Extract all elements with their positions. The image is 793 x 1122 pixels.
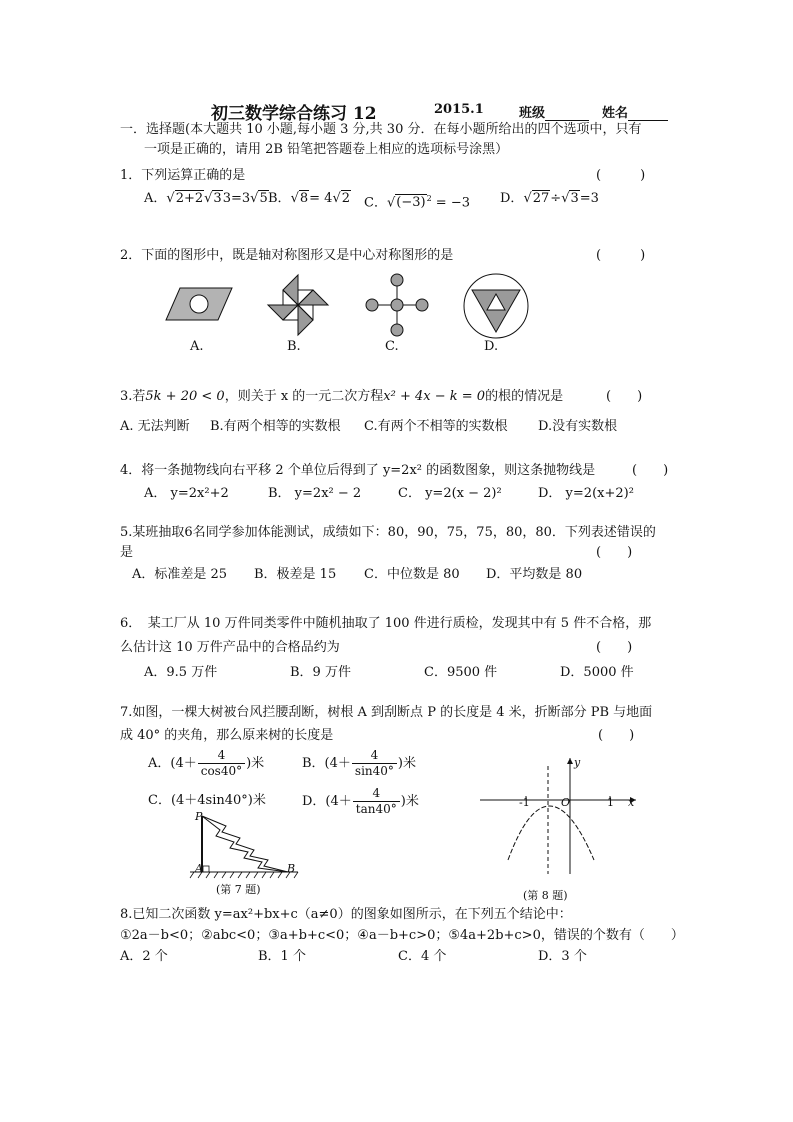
q8-axis-x: x [628,796,635,809]
q8-option-a[interactable]: A．2 个 [120,949,168,964]
name-label-text: 姓名 [602,106,629,121]
q4-option-a[interactable]: A． y=2x²+2 [144,486,229,501]
q4-paren: ( ) [632,463,669,478]
q7-option-d[interactable] [302,786,419,817]
q7-a-num: 4 [198,748,245,764]
q2-label-c[interactable]: C. [385,339,399,354]
class-label [519,102,589,121]
q7-d-num: 4 [353,786,400,802]
q7-option-c[interactable]: C．(4＋4sin40°)米 [148,793,266,808]
q4-stem: 4．将一条抛物线向右平移 2 个单位后得到了 y=2x² 的函数图象，则这条抛物线是 [120,463,596,478]
q2-figure-c [364,272,430,338]
q8-figure-caption: (第 8 题) [523,889,568,902]
q7-option-a[interactable] [148,748,264,779]
q3-stem-mid: ，则关于 x 的一元二次方程 [224,389,384,404]
q1-option-c[interactable]: C．$√(-3)^2 = -3$ [364,194,470,211]
q1-d-div: ÷ [550,191,562,206]
q1-d-r: 27 [532,191,550,206]
q3-equation: x² + 4x − k = 0 [383,389,486,404]
q3-option-d[interactable]: D.没有实数根 [538,419,618,434]
q8-axis-y: y [574,756,581,769]
q6-option-c[interactable]: C．9500 件 [424,665,498,680]
q3-paren: ( ) [606,389,643,404]
q7-b-tail: )米 [397,756,416,771]
q1-a-label: A． [144,191,167,206]
q5-stem-line1: 5.某班抽取6名同学参加体能测试，成绩如下：80，90，75，75，80，80．下列表述错误的 [120,525,656,540]
q8-stem-line1: 8.已知二次函数 y=ax²+bx+c（a≠0）的图象如图所示，在下列五个结论中： [120,907,572,922]
q1-a-r1: 3 [213,191,222,206]
q6-option-b[interactable]: B．9 万件 [290,665,351,680]
q1-stem: 1．下列运算正确的是 [120,168,246,183]
page-title: 初三数学综合练习 12 [211,104,377,124]
q1-paren: ( ) [596,168,646,183]
q7-b-num: 4 [352,748,397,764]
q4-option-b[interactable]: B． y=2x² − 2 [268,486,362,501]
q7-a-den: cos40° [200,764,243,778]
q1-option-d[interactable]: D．√27÷√3=3 [500,191,599,206]
q3-option-a[interactable]: A. 无法判断 [120,419,190,434]
q3-stem [120,388,563,406]
q2-label-b[interactable]: B. [287,339,301,354]
q8-option-d[interactable]: D．3 个 [538,949,587,964]
q1-a-r2: 5 [259,191,268,206]
q3-inequality: 5k + 20 < 0 [145,389,225,404]
q7-a-label: A．(4＋ [148,756,197,771]
q8-figure [478,756,640,876]
name-label [602,102,668,121]
q3-option-b[interactable]: B.有两个相等的实数根 [210,419,341,434]
q5-option-a[interactable]: A．标准差是 25 [132,567,228,582]
q7-b-fraction [352,748,397,779]
q7-b-den: sin40° [354,764,394,778]
q1-d-eq: =3 [579,191,599,206]
q5-stem-line2: 是 [120,545,134,560]
q6-option-a[interactable]: A．9.5 万件 [144,665,218,680]
q2-paren: ( ) [596,248,646,263]
q5-option-d[interactable]: D．平均数是 80 [486,567,583,582]
q7-d-tail: )米 [400,794,419,809]
q8-stem-line2: ①2a－b<0；②abc<0；③a+b+c<0；④a－b+c>0；⑤4a+2b+c>0，错误的个数有（ ） [120,928,684,943]
q7-point-a: A [195,862,203,875]
q1-b-eq: = 4 [309,191,333,206]
q8-origin: O [561,796,571,809]
q3-stem-pre: 3.若 [120,389,146,404]
q1-a-eq: 3=3 [222,191,251,206]
q7-figure-caption: (第 7 题) [216,883,261,896]
q8-option-b[interactable]: B．1 个 [258,949,306,964]
q7-a-tail: )米 [246,756,265,771]
q2-figure-b [265,272,331,338]
q1-b-label: B． [268,191,291,206]
q7-d-label: D．(4＋ [302,794,352,809]
exam-date: 2015.1 [434,102,484,117]
section-intro-line1: 一．选择题(本大题共 10 小题,每小题 3 分,共 30 分．在每小题所给出的四个选项中，只有 [120,122,642,137]
q2-label-a[interactable]: A. [190,339,204,354]
q4-option-d[interactable]: D． y=2(x+2)² [538,486,634,501]
q5-option-c[interactable]: C．中位数是 80 [364,567,460,582]
q7-option-b[interactable] [302,748,416,779]
section-intro-line2: 一项是正确的，请用 2B 铅笔把答题卷上相应的选项标号涂黑） [144,142,509,157]
q8-tick-1: 1 [607,796,614,809]
q1-c-label: C． [364,195,387,211]
name-blank[interactable] [628,106,668,121]
q6-stem-line1: 6． 某工厂从 10 万件同类零件中随机抽取了 100 件进行质检，发现其中有 5 件不合格，那 [120,616,652,631]
q7-b-label: B．(4＋ [302,756,351,771]
q7-paren: ( ) [598,728,635,743]
q8-option-c[interactable]: C．4 个 [398,949,447,964]
q1-option-b[interactable]: B．√8= 4√2 [268,191,351,206]
q7-stem-line1: 7.如图，一棵大树被台风拦腰刮断，树根 A 到刮断点 P 的长度是 4 米，折断部分 PB 与地面 [120,705,653,720]
q5-option-b[interactable]: B．极差是 15 [254,567,337,582]
q3-stem-post: 的根的情况是 [485,389,564,404]
q6-paren: ( ) [596,640,633,655]
q1-c-r: (−3) [396,195,426,211]
q7-point-b: B [287,862,296,875]
q8-tick-neg1: -1 [519,796,530,809]
q7-figure [190,812,300,882]
q1-d-r2: 3 [570,191,579,206]
q2-stem: 2．下面的图形中，既是轴对称图形又是中心对称图形的是 [120,248,454,263]
q4-option-c[interactable]: C． y=2(x − 2)² [398,486,502,501]
q1-a-body: 2+2 [175,191,204,206]
q7-point-p: P [195,810,203,823]
q1-b-r2: 2 [341,191,351,206]
q7-a-fraction [198,748,245,779]
q5-paren: ( ) [596,545,633,560]
q6-option-d[interactable]: D．5000 件 [560,665,634,680]
q1-c-eq: = −3 [435,195,470,211]
q7-d-den: tan40° [355,802,397,816]
q2-figure-a [166,286,232,322]
q7-stem-line2: 成 40° 的夹角，那么原来树的长度是 [120,728,334,743]
q2-figure-d [462,272,530,340]
q1-d-label: D． [500,191,524,206]
q1-b-r: 8 [299,191,309,206]
q6-stem-line2: 么估计这 10 万件产品中的合格品约为 [120,640,340,655]
q3-option-c[interactable]: C.有两个不相等的实数根 [364,419,508,434]
q1-option-a[interactable]: A．√2+2√33=3√5 [144,191,268,206]
q7-d-fraction [353,786,400,817]
class-label-text: 班级 [519,106,546,121]
q2-label-d[interactable]: D. [484,339,499,354]
class-blank[interactable] [545,106,589,121]
